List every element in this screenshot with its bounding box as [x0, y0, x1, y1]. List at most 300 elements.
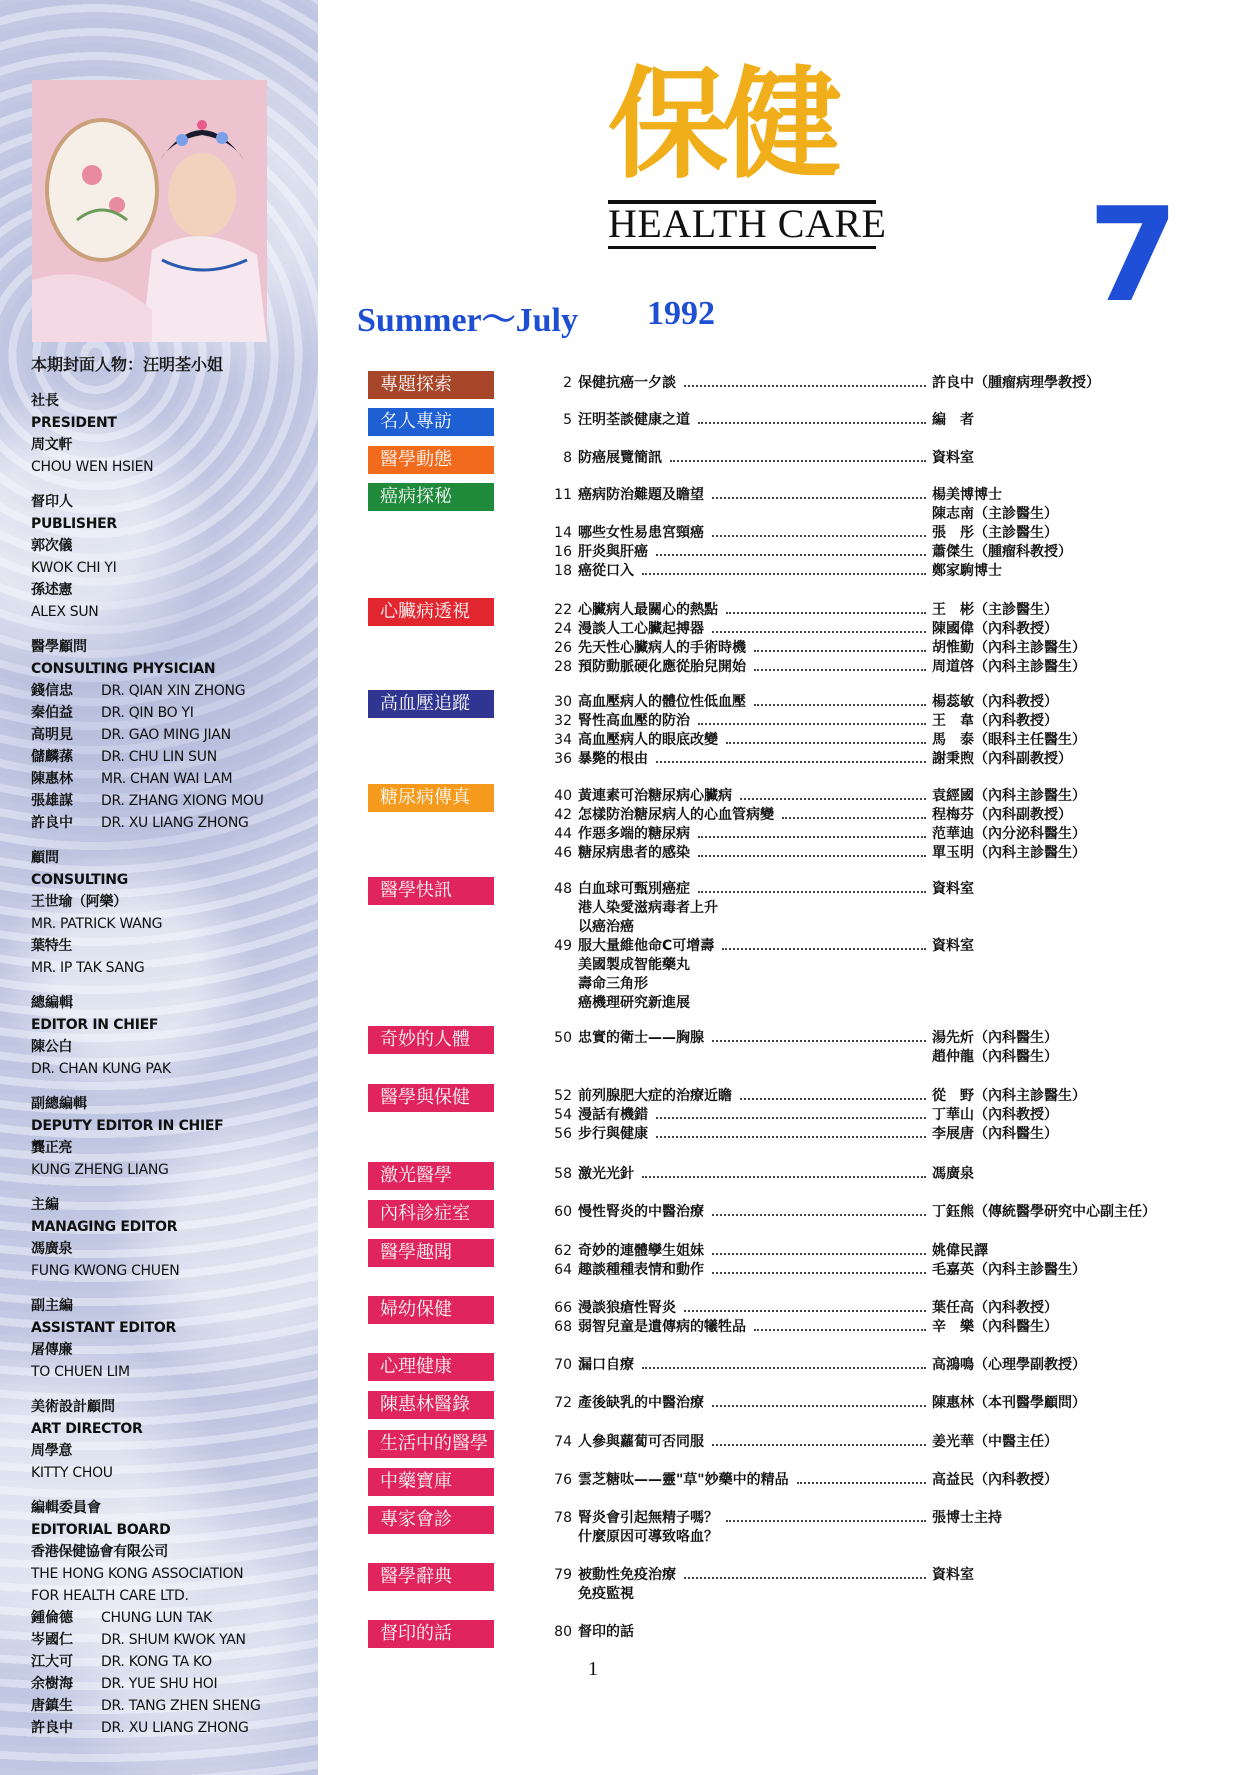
toc-author: 楊美博博士 [932, 487, 1002, 503]
section-tag: 名人專訪 [368, 408, 494, 436]
dot-leader [712, 1253, 926, 1255]
toc-page-number: 28 [554, 659, 572, 675]
dot-leader [684, 1577, 926, 1579]
toc-article-title: 心臟病人最關心的熱點 [578, 602, 718, 618]
credit-role-zh: 主編 [31, 1197, 59, 1213]
toc-page-number: 66 [554, 1300, 572, 1316]
credit-group [31, 847, 311, 979]
credit-group [31, 491, 311, 623]
credit-role-zh: 社長 [31, 393, 59, 409]
credit-name-pair [31, 1717, 311, 1739]
toc-article-title: 保健抗癌一夕談 [578, 375, 676, 391]
toc-entries [546, 1203, 1206, 1222]
toc-article-title: 慢性腎炎的中醫治療 [578, 1204, 704, 1220]
toc-entries [546, 1165, 1206, 1184]
toc-entry [546, 1299, 1206, 1318]
dot-leader [684, 385, 926, 387]
toc-author: 謝秉煦（內科副教授） [932, 751, 1072, 767]
section-tag: 醫學與保健 [368, 1084, 494, 1112]
credit-name: 龔正亮 [31, 1140, 73, 1156]
toc-entry [546, 1528, 1206, 1547]
toc-page-number: 80 [554, 1624, 572, 1640]
toc-author: 資料室 [932, 450, 974, 466]
credit-name: KWOK CHI YI [31, 560, 117, 576]
credit-group [31, 390, 311, 478]
toc-entry [546, 1566, 1206, 1585]
credit-group [31, 992, 311, 1080]
issue-year: 1992 [647, 295, 715, 332]
toc-entry [546, 1585, 1206, 1604]
toc-article-subtitle: 壽命三角形 [578, 976, 648, 992]
dot-leader [698, 422, 926, 424]
sidebar [0, 0, 318, 1775]
toc-entries [546, 1509, 1206, 1547]
toc-entry [546, 543, 1206, 562]
toc-page-number: 72 [554, 1395, 572, 1411]
credit-name-zh: 儲麟蓀 [31, 749, 73, 765]
credit-role-zh: 顧問 [31, 850, 59, 866]
toc-page-number: 30 [554, 694, 572, 710]
credit-role-en: EDITORIAL BOARD [31, 1522, 171, 1538]
toc-page-number: 56 [554, 1126, 572, 1142]
credit-name-zh: 余樹海 [31, 1676, 73, 1692]
toc-entries [546, 787, 1206, 863]
credit-name: KITTY CHOU [31, 1465, 113, 1481]
toc-entry [546, 731, 1206, 750]
credit-role-zh: 副總編輯 [31, 1096, 87, 1112]
toc-entry [546, 1471, 1206, 1490]
credit-role-en: ASSISTANT EDITOR [31, 1320, 176, 1336]
section-tag: 生活中的醫學 [368, 1430, 494, 1458]
toc-author: 丁華山（內科教授） [932, 1107, 1058, 1123]
toc-entries [546, 1087, 1206, 1144]
toc-page-number: 54 [554, 1107, 572, 1123]
toc-entry [546, 937, 1206, 956]
section-tag: 醫學快訊 [368, 877, 494, 905]
dot-leader [726, 612, 926, 614]
toc-page-number: 76 [554, 1472, 572, 1488]
credit-role-en: DEPUTY EDITOR IN CHIEF [31, 1118, 224, 1134]
credit-name: CHOU WEN HSIEN [31, 459, 154, 475]
toc-entry [546, 1203, 1206, 1222]
toc-article-title: 漫話有機錯 [578, 1107, 648, 1123]
credit-name-en: CHUNG LUN TAK [101, 1610, 212, 1626]
toc-article-subtitle: 免疫監視 [578, 1586, 634, 1602]
toc-article-subtitle: 美國製成智能藥丸 [578, 957, 690, 973]
toc-page-number: 49 [554, 938, 572, 954]
toc-page-number: 60 [554, 1204, 572, 1220]
toc-page-number: 11 [554, 487, 572, 503]
toc-article-title: 弱智兒童是遺傳病的犧牲品 [578, 1319, 746, 1335]
section-tag: 糖尿病傳真 [368, 784, 494, 812]
toc-author: 李展唐（內科醫生） [932, 1126, 1058, 1142]
credit-role-en: EDITOR IN CHIEF [31, 1017, 159, 1033]
credit-name-pair [31, 1607, 311, 1629]
toc-author: 馮廣泉 [932, 1166, 974, 1182]
toc-entry [546, 411, 1206, 430]
toc-page-number: 34 [554, 732, 572, 748]
credit-name: 孫述憲 [31, 582, 73, 598]
section-tag: 高血壓追蹤 [368, 690, 494, 718]
toc-article-title: 人參與蘿蔔可否同服 [578, 1434, 704, 1450]
credit-role-en: ART DIRECTOR [31, 1421, 143, 1437]
toc-author: 辛 樂（內科醫生） [932, 1319, 1058, 1335]
section-tag: 心臟病透視 [368, 598, 494, 626]
credit-name-pair [31, 702, 311, 724]
toc-entries [546, 1623, 1206, 1642]
toc-entry [546, 1165, 1206, 1184]
toc-entry [546, 1394, 1206, 1413]
toc-author: 高鴻鳴（心理學副教授） [932, 1357, 1086, 1373]
toc-entry [546, 712, 1206, 731]
credit-name-pair [31, 768, 311, 790]
logo-title-zh: 保健 [608, 56, 836, 195]
toc-author: 張博士主持 [932, 1510, 1002, 1526]
toc-author: 張 彤（主診醫生） [932, 525, 1058, 541]
toc-author: 資料室 [932, 881, 974, 897]
toc-article-subtitle: 港人染愛滋病毒者上升 [578, 900, 718, 916]
credit-role-zh: 總編輯 [31, 995, 73, 1011]
toc-article-title: 癌從口入 [578, 563, 634, 579]
credit-name-zh: 許良中 [31, 815, 73, 831]
toc-article-title: 先天性心臟病人的手術時機 [578, 640, 746, 656]
toc-article-title: 黃連素可治糖尿病心臟病 [578, 788, 732, 804]
credit-name-en: DR. CHU LIN SUN [101, 749, 217, 765]
toc-article-title: 被動性免疫治療 [578, 1567, 676, 1583]
toc-entries [546, 374, 1206, 393]
toc-article-title: 督印的話 [578, 1624, 634, 1640]
credit-role-en: MANAGING EDITOR [31, 1219, 178, 1235]
masthead-credits [31, 390, 311, 1752]
cover-caption: 本期封面人物：汪明荃小姐 [31, 355, 224, 374]
toc-article-title: 忠實的衛士——胸腺 [578, 1030, 704, 1046]
toc-article-title: 糖尿病患者的感染 [578, 845, 690, 861]
toc-page-number: 36 [554, 751, 572, 767]
toc-article-subtitle: 癌機理研究新進展 [578, 995, 690, 1011]
section-tag: 醫學趣聞 [368, 1239, 494, 1267]
dot-leader [656, 1117, 926, 1119]
toc-page-number: 40 [554, 788, 572, 804]
credit-name-en: DR. QIN BO YI [101, 705, 194, 721]
credit-name-zh: 陳惠林 [31, 771, 73, 787]
credit-name-pair [31, 680, 311, 702]
toc-author: 鄭家駒博士 [932, 563, 1002, 579]
section-tag: 專題探索 [368, 371, 494, 399]
credit-role-en: PUBLISHER [31, 516, 117, 532]
toc-entries [546, 880, 1206, 1013]
credit-group [31, 1295, 311, 1383]
credit-name-en: DR. TANG ZHEN SHENG [101, 1698, 261, 1714]
credit-name: FOR HEALTH CARE LTD. [31, 1588, 189, 1604]
credit-name: 周學意 [31, 1443, 73, 1459]
toc-author: 蕭傑生（腫瘤科教授） [932, 544, 1072, 560]
cover-photo [32, 80, 267, 342]
section-tag: 督印的話 [368, 1620, 494, 1648]
dot-leader [656, 761, 926, 763]
dot-leader [698, 855, 926, 857]
toc-entry [546, 994, 1206, 1013]
toc-article-title: 步行與健康 [578, 1126, 648, 1142]
dot-leader [740, 1098, 926, 1100]
toc-page-number: 52 [554, 1088, 572, 1104]
toc-author: 馬 泰（眼科主任醫生） [932, 732, 1086, 748]
toc-page-number: 2 [563, 375, 572, 391]
toc-article-title: 作惡多端的糖尿病 [578, 826, 690, 842]
credit-name-en: DR. QIAN XIN ZHONG [101, 683, 246, 699]
dot-leader [712, 1214, 926, 1216]
credit-name-zh: 張雄謀 [31, 793, 73, 809]
toc-entries [546, 601, 1206, 677]
toc-article-title: 高血壓病人的眼底改變 [578, 732, 718, 748]
toc-page-number: 46 [554, 845, 572, 861]
toc-article-title: 防癌展覽簡訊 [578, 450, 662, 466]
toc-entry [546, 750, 1206, 769]
toc-entries [546, 1356, 1206, 1375]
credit-name-pair [31, 746, 311, 768]
toc-entry [546, 562, 1206, 581]
credit-name-zh: 許良中 [31, 1720, 73, 1736]
toc-entry [546, 899, 1206, 918]
toc-page-number: 50 [554, 1030, 572, 1046]
toc-page-number: 62 [554, 1243, 572, 1259]
credit-role-zh: 副主編 [31, 1298, 73, 1314]
credit-name: 葉特生 [31, 938, 73, 954]
credit-name: KUNG ZHENG LIANG [31, 1162, 169, 1178]
toc-entries [546, 411, 1206, 430]
toc-author: 毛嘉英（內科主診醫生） [932, 1262, 1086, 1278]
dot-leader [782, 817, 926, 819]
toc-author: 高益民（內科教授） [932, 1472, 1058, 1488]
section-tag: 激光醫學 [368, 1162, 494, 1190]
credit-name: TO CHUEN LIM [31, 1364, 130, 1380]
issue-number: 7 [1088, 179, 1179, 331]
toc-page-number: 8 [563, 450, 572, 466]
toc-entry [546, 486, 1206, 505]
credit-name-zh: 鍾倫德 [31, 1610, 73, 1626]
credit-group [31, 1093, 311, 1181]
toc-page-number: 32 [554, 713, 572, 729]
toc-page-number: 22 [554, 602, 572, 618]
credit-name-zh: 江大可 [31, 1654, 73, 1670]
toc-page-number: 18 [554, 563, 572, 579]
credit-name: 屠傳廉 [31, 1342, 73, 1358]
credit-group [31, 1497, 311, 1739]
toc-author: 程梅芬（內科副教授） [932, 807, 1072, 823]
credit-role-zh: 督印人 [31, 494, 73, 510]
dot-leader [726, 742, 926, 744]
toc-author: 單玉明（內科主診醫生） [932, 845, 1086, 861]
toc-page-number: 78 [554, 1510, 572, 1526]
toc-author: 陳國偉（內科教授） [932, 621, 1058, 637]
credit-name-pair [31, 1695, 311, 1717]
toc-article-title: 漏口自療 [578, 1357, 634, 1373]
toc-entry [546, 787, 1206, 806]
dot-leader [698, 836, 926, 838]
section-tag: 心理健康 [368, 1353, 494, 1381]
toc-author: 湯先炘（內科醫生） [932, 1030, 1058, 1046]
dot-leader [684, 1310, 926, 1312]
toc-article-title: 激光光針 [578, 1166, 634, 1182]
section-tag: 癌病探秘 [368, 483, 494, 511]
toc-author: 從 野（內科主診醫生） [932, 1088, 1086, 1104]
toc-entry [546, 806, 1206, 825]
toc-entry [546, 374, 1206, 393]
dot-leader [740, 798, 926, 800]
toc-entry [546, 975, 1206, 994]
section-tag: 婦幼保健 [368, 1296, 494, 1324]
toc-article-title: 汪明荃談健康之道 [578, 412, 690, 428]
toc-article-title: 前列腺肥大症的治療近瞻 [578, 1088, 732, 1104]
toc-page-number: 58 [554, 1166, 572, 1182]
toc-article-title: 雲芝糖呔——靈"草"妙藥中的精品 [578, 1472, 789, 1488]
toc-entry [546, 658, 1206, 677]
toc-article-title: 奇妙的連體孿生姐妹 [578, 1243, 704, 1259]
toc-page-number: 70 [554, 1357, 572, 1373]
section-tag: 中藥寶庫 [368, 1468, 494, 1496]
credit-group [31, 1396, 311, 1484]
credit-name-en: DR. XU LIANG ZHONG [101, 815, 249, 831]
toc-entry [546, 880, 1206, 899]
toc-entry [546, 1106, 1206, 1125]
toc-author: 王 彬（主診醫生） [932, 602, 1058, 618]
dot-leader [642, 573, 926, 575]
toc-entries [546, 486, 1206, 581]
toc-page-number: 44 [554, 826, 572, 842]
issue-season: Summer～July [357, 302, 578, 339]
toc-article-title: 趣談種種表情和動作 [578, 1262, 704, 1278]
toc-entry [546, 825, 1206, 844]
toc-article-title: 漫談狼瘡性腎炎 [578, 1300, 676, 1316]
section-tag: 內科診症室 [368, 1200, 494, 1228]
credit-name: FUNG KWONG CHUEN [31, 1263, 180, 1279]
toc-entry [546, 1623, 1206, 1642]
credit-name: 馮廣泉 [31, 1241, 73, 1257]
credit-group [31, 1194, 311, 1282]
toc-page-number: 26 [554, 640, 572, 656]
toc-entry [546, 524, 1206, 543]
toc-page-number: 64 [554, 1262, 572, 1278]
toc-author: 楊蕊敏（內科教授） [932, 694, 1058, 710]
credit-name-en: DR. ZHANG XIONG MOU [101, 793, 264, 809]
section-tag: 醫學動態 [368, 446, 494, 474]
toc-entry [546, 956, 1206, 975]
toc-entry [546, 449, 1206, 468]
credit-name-pair [31, 724, 311, 746]
credit-role-en: CONSULTING PHYSICIAN [31, 661, 216, 677]
dot-leader [642, 1367, 926, 1369]
credit-role-en: CONSULTING [31, 872, 128, 888]
section-tag: 奇妙的人體 [368, 1026, 494, 1054]
toc-article-title: 白血球可甄別癌症 [578, 881, 690, 897]
toc-entry [546, 693, 1206, 712]
toc-page-number: 5 [563, 412, 572, 428]
credit-name: 香港保健協會有限公司 [31, 1544, 168, 1560]
toc-author: 資料室 [932, 1567, 974, 1583]
toc-entry [546, 505, 1206, 524]
section-tag: 陳惠林醫錄 [368, 1391, 494, 1419]
credit-name-zh: 岑國仁 [31, 1632, 73, 1648]
credit-name: MR. IP TAK SANG [31, 960, 145, 976]
toc-entries [546, 1394, 1206, 1413]
toc-entry [546, 639, 1206, 658]
toc-author: 姜光華（中醫主任） [932, 1434, 1058, 1450]
dot-leader [754, 669, 926, 671]
toc-entry [546, 1029, 1206, 1048]
toc-author: 陳志南（主診醫生） [932, 506, 1058, 522]
credit-name-pair [31, 1651, 311, 1673]
toc-page-number: 24 [554, 621, 572, 637]
toc-author: 編 者 [932, 412, 974, 428]
toc-entries [546, 1566, 1206, 1604]
credit-name: 周文軒 [31, 437, 73, 453]
credit-name-en: DR. KONG TA KO [101, 1654, 212, 1670]
toc-page-number: 68 [554, 1319, 572, 1335]
dot-leader [754, 1329, 926, 1331]
toc-entry [546, 918, 1206, 937]
credit-name-en: DR. GAO MING JIAN [101, 727, 231, 743]
toc-article-title: 肝炎與肝癌 [578, 544, 648, 560]
toc-entry [546, 1318, 1206, 1337]
credit-role-en: PRESIDENT [31, 415, 117, 431]
toc-entry [546, 601, 1206, 620]
toc-author: 趙仲龍（內科醫生） [932, 1049, 1058, 1065]
dot-leader [712, 535, 926, 537]
toc-entries [546, 693, 1206, 769]
credit-name-pair [31, 1629, 311, 1651]
dot-leader [670, 460, 926, 462]
toc-entry [546, 844, 1206, 863]
toc-author: 胡惟勤（內科主診醫生） [932, 640, 1086, 656]
toc-article-title: 腎炎會引起無精子嗎？ [578, 1510, 718, 1526]
toc-article-title: 腎性高血壓的防治 [578, 713, 690, 729]
section-tag: 醫學辭典 [368, 1563, 494, 1591]
dot-leader [712, 1444, 926, 1446]
dot-leader [726, 1520, 926, 1522]
toc-entry [546, 1356, 1206, 1375]
dot-leader [656, 1136, 926, 1138]
toc-page-number: 14 [554, 525, 572, 541]
dot-leader [712, 631, 926, 633]
credit-name-pair [31, 790, 311, 812]
toc-entries [546, 1299, 1206, 1337]
toc-entries [546, 1242, 1206, 1280]
toc-author: 丁鈺熊（傳統醫學研究中心副主任） [932, 1204, 1156, 1220]
credit-name: 王世瑜（阿樂） [31, 894, 127, 910]
toc-article-title: 哪些女性易患宮頸癌 [578, 525, 704, 541]
toc-author: 范華迪（內分泌科醫生） [932, 826, 1086, 842]
cover-illustration-icon [32, 80, 267, 342]
toc-entries [546, 1471, 1206, 1490]
dot-leader [754, 650, 926, 652]
credit-name-en: MR. CHAN WAI LAM [101, 771, 233, 787]
toc-page-number: 48 [554, 881, 572, 897]
toc-page-number: 74 [554, 1434, 572, 1450]
toc-article-title: 產後缺乳的中醫治療 [578, 1395, 704, 1411]
dot-leader [656, 554, 926, 556]
toc-article-title: 暴斃的根由 [578, 751, 648, 767]
toc-author: 袁經國（內科主診醫生） [932, 788, 1086, 804]
toc-author: 陳惠林（本刊醫學顧問） [932, 1395, 1086, 1411]
toc-entries [546, 1433, 1206, 1452]
toc-author: 資料室 [932, 938, 974, 954]
dot-leader [642, 1176, 926, 1178]
credit-name-zh: 唐鎮生 [31, 1698, 73, 1714]
credit-role-zh: 醫學顧問 [31, 639, 87, 655]
toc-entry [546, 1509, 1206, 1528]
toc-entry [546, 1261, 1206, 1280]
toc-author: 姚偉民譯 [932, 1243, 988, 1259]
credit-name-en: DR. YUE SHU HOI [101, 1676, 218, 1692]
